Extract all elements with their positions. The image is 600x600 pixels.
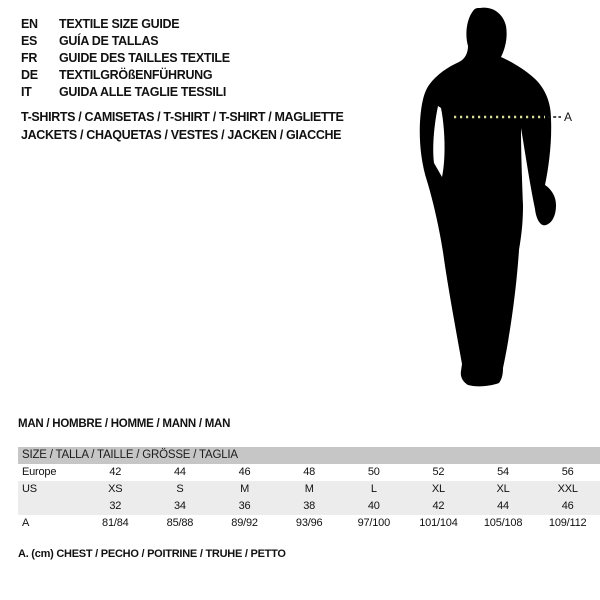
measure-label-a: A (564, 110, 573, 124)
size-cell: M (304, 483, 314, 495)
size-cell: 44 (497, 500, 509, 512)
size-cell: 46 (561, 500, 574, 512)
size-cell: 50 (367, 466, 380, 478)
size-cell: 81/84 (102, 517, 129, 529)
measurement-footnote: A. (cm) CHEST / PECHO / POITRINE / TRUHE / PETTO (18, 548, 286, 560)
table-row-us-numeric (18, 498, 600, 515)
language-label: GUIDA ALLE TAGLIE TESSILI (59, 85, 227, 99)
category-tshirts: T-SHIRTS / CAMISETAS / T-SHIRT / T-SHIRT / MAGLIETTE (21, 110, 344, 124)
table-row-chest-a (18, 515, 600, 532)
language-label: GUÍA DE TALLAS (59, 34, 159, 48)
language-row (21, 50, 230, 67)
size-cell: 32 (109, 500, 122, 512)
size-cell: 97/100 (357, 517, 391, 529)
size-cell: M (240, 483, 250, 495)
language-label: TEXTILGRÖßENFÜHRUNG (59, 68, 213, 82)
size-cell: 54 (497, 466, 509, 478)
size-cell: 38 (303, 500, 316, 512)
size-cell: 46 (238, 466, 251, 478)
size-cell: L (370, 483, 377, 495)
language-code: IT (21, 85, 32, 99)
category-jackets: JACKETS / CHAQUETAS / VESTES / JACKEN / GIACCHE (21, 128, 342, 142)
size-cell: 34 (174, 500, 186, 512)
language-code: FR (21, 51, 38, 65)
size-cell: 93/96 (295, 517, 323, 529)
row-label (18, 498, 83, 515)
man-silhouette (420, 8, 556, 387)
size-cell: XL (496, 483, 510, 495)
size-cell: XXL (557, 483, 578, 495)
size-cell: 36 (238, 500, 251, 512)
size-cell: 89/92 (231, 517, 258, 529)
row-label: US (22, 483, 37, 495)
size-cell: S (176, 483, 184, 495)
table-row-us (18, 481, 600, 498)
row-label: A (22, 517, 30, 529)
language-list (21, 16, 230, 101)
size-cell: XS (108, 483, 123, 495)
size-cell: 42 (432, 500, 445, 512)
language-row (21, 84, 230, 101)
language-row (21, 33, 230, 50)
size-table (18, 447, 600, 532)
section-title-man: MAN / HOMBRE / HOMME / MANN / MAN (18, 418, 231, 430)
row-label: Europe (22, 466, 57, 478)
size-cell: 42 (109, 466, 122, 478)
language-label: GUIDE DES TAILLES TEXTILE (59, 51, 230, 65)
size-table-header: SIZE / TALLA / TAILLE / GRÖSSE / TAGLIA (18, 447, 600, 464)
size-cell: 44 (174, 466, 186, 478)
table-row-europe (18, 464, 600, 481)
language-code: ES (21, 34, 38, 48)
size-cell: 109/112 (548, 517, 587, 529)
garment-categories (21, 108, 344, 144)
size-cell: 101/104 (419, 517, 458, 529)
language-code: EN (21, 17, 38, 31)
man-silhouette-figure (400, 0, 600, 410)
size-cell: 85/88 (166, 517, 194, 529)
size-cell: 52 (432, 466, 445, 478)
language-code: DE (21, 68, 38, 82)
size-cell: 40 (367, 500, 380, 512)
size-cell: 48 (303, 466, 316, 478)
language-row (21, 16, 230, 33)
size-cell: 56 (561, 466, 574, 478)
language-row (21, 67, 230, 84)
language-label: TEXTILE SIZE GUIDE (59, 17, 180, 31)
size-cell: XL (431, 483, 445, 495)
size-cell: 105/108 (483, 517, 523, 529)
